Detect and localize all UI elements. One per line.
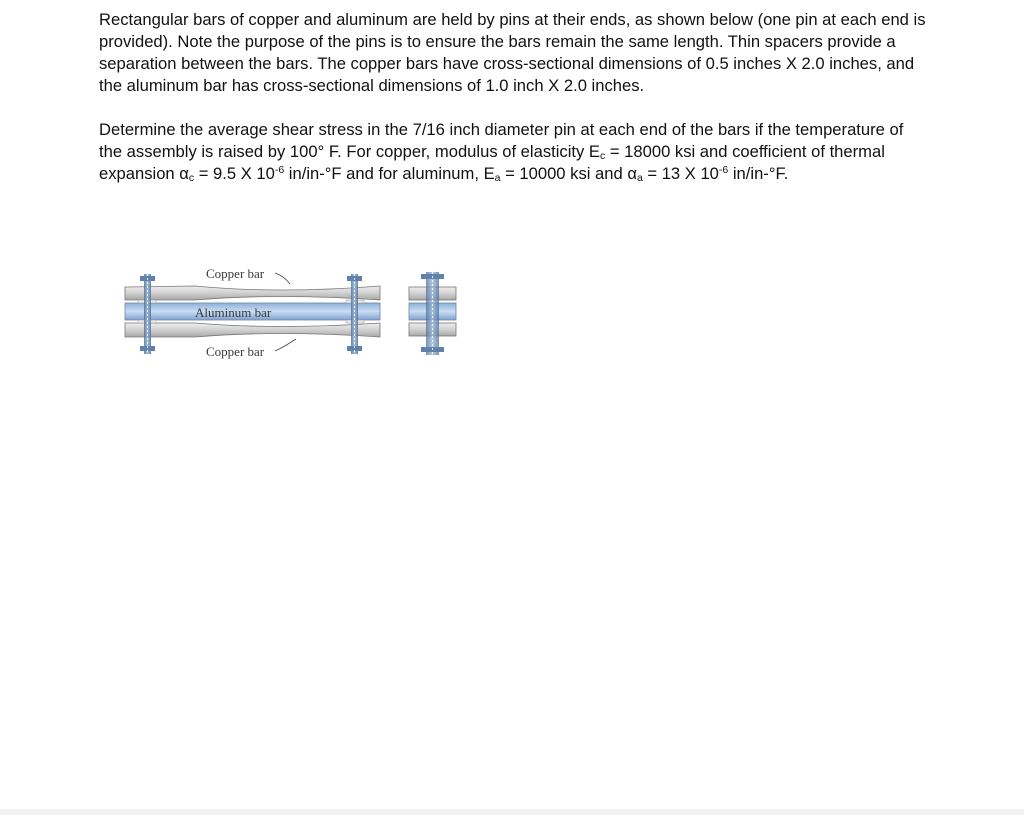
paragraph-2-text: in/in-°F.: [728, 164, 789, 183]
leader-line-top: [275, 273, 290, 284]
paragraph-2-text: = 9.5 X 10: [194, 164, 275, 183]
paragraph-2-text: = 18000 ksi and coefficient of thermal expansion α: [99, 142, 885, 183]
copper-bar-top: [125, 286, 380, 300]
bar-assembly-diagram: [118, 256, 468, 366]
paragraph-2-text: = 10000 ksi and α: [500, 164, 637, 183]
label-aluminum-bar: Aluminum bar: [195, 305, 272, 320]
copper-bar-bottom: [125, 323, 380, 337]
subscript-c: c: [600, 150, 606, 162]
label-copper-bar-bottom: Copper bar: [206, 344, 265, 359]
paragraph-2-text: in/in-°F and for aluminum, E: [284, 164, 495, 183]
page-bottom-edge: [0, 809, 1024, 815]
end-view: [409, 272, 456, 355]
exponent: -6: [274, 164, 285, 176]
subscript-a: a: [636, 172, 643, 184]
exponent: -6: [718, 164, 729, 176]
leader-line-bottom: [275, 339, 296, 351]
subscript-a: a: [494, 172, 501, 184]
bar-assembly-figure: [118, 256, 468, 366]
problem-paragraph-1: Rectangular bars of copper and aluminum are held by pins at their ends, as shown below (one pin at each end is provided). Note the purpose of the pins is to ensure the bars remain the same length. Thin spacers provide a separation between the bars. The copper bars have cross-sectional dimensions of 0.5 inches X 2.0 inches, and the aluminum bar has cross-sectional dimensions of 1.0 inch X 2.0 inches.: [99, 10, 926, 95]
problem-text: [99, 9, 929, 185]
problem-paragraph-2: [99, 119, 929, 185]
label-copper-bar-top: Copper bar: [206, 266, 265, 281]
paragraph-2-text: = 13 X 10: [642, 164, 719, 183]
paragraph-2-text: Determine the average shear stress in the 7/16 inch diameter pin at each end of the bars if the temperature of the assembly is raised by 100° F. For copper, modulus of elasticity E: [99, 120, 904, 161]
subscript-c: c: [188, 172, 195, 184]
